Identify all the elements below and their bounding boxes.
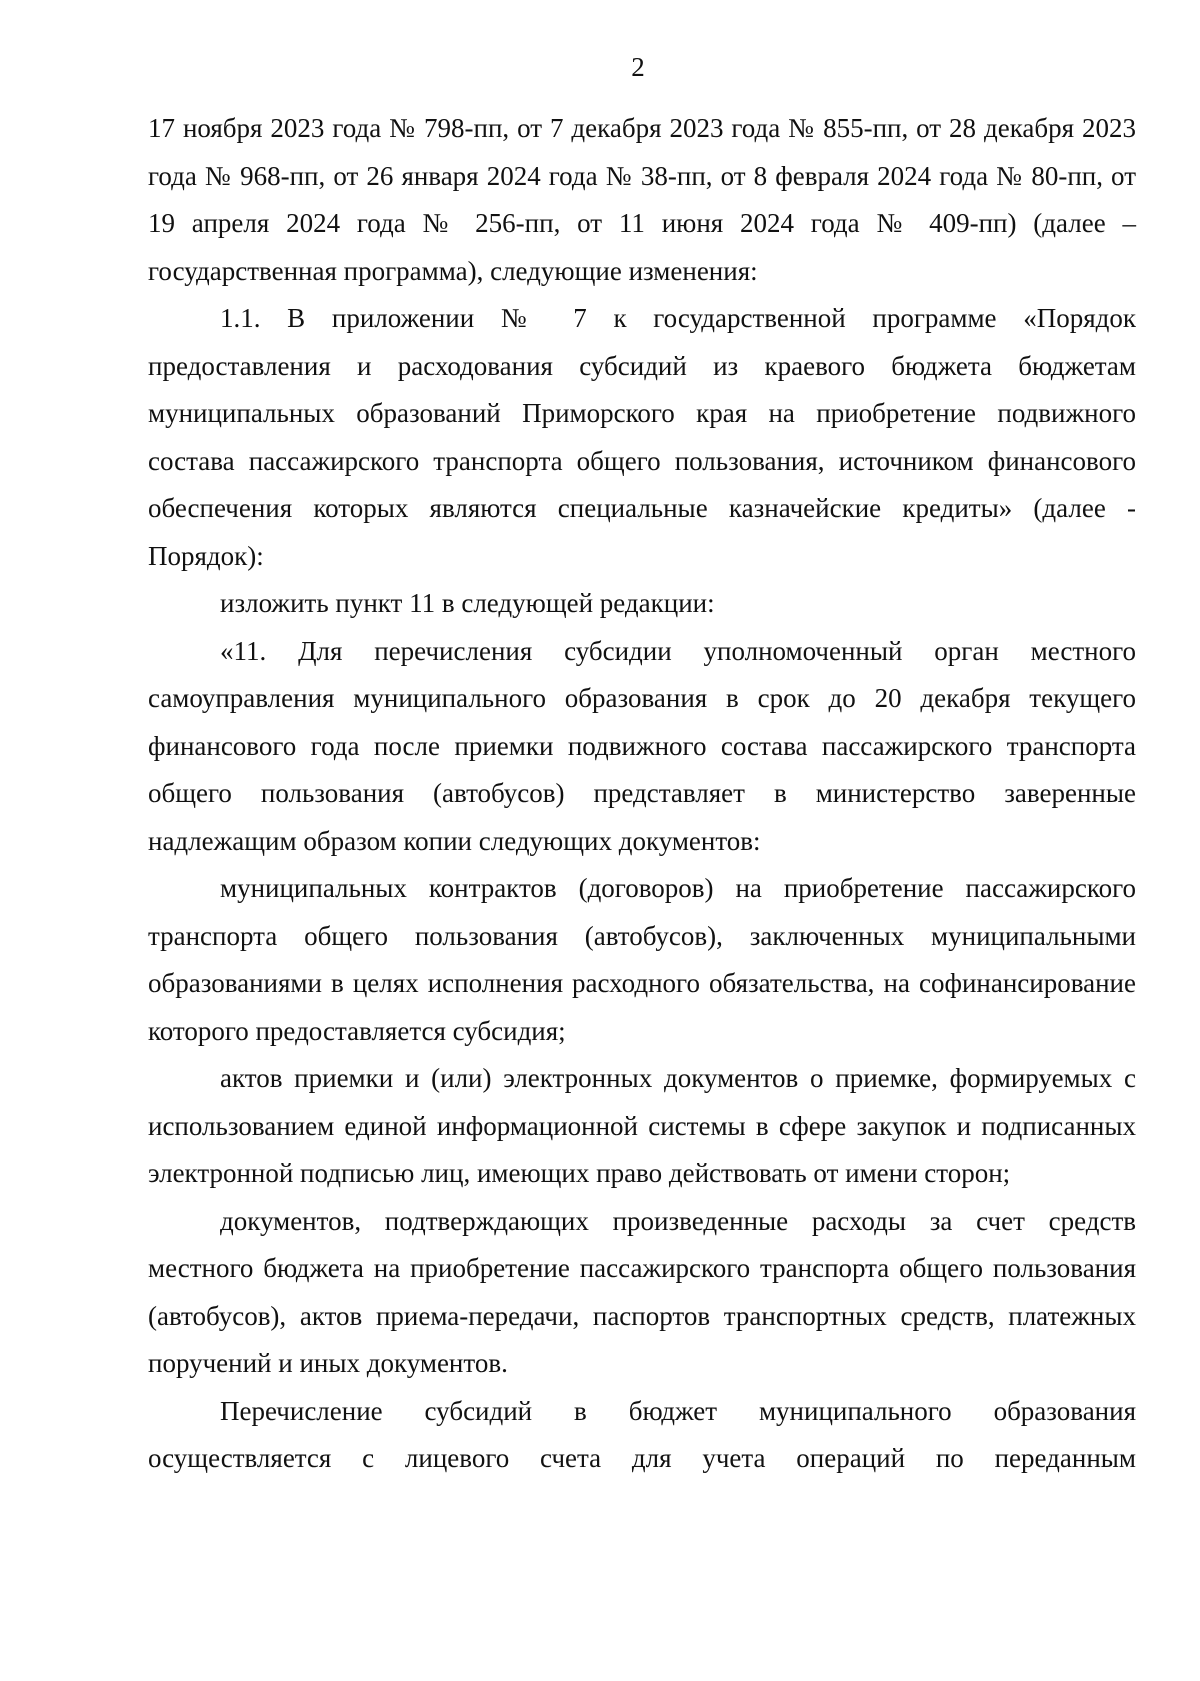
paragraph-expense-documents: документов, подтверждающих произведенные расходы за счет средств местного бюджета на приобретение пассажирского транспорта общего пользования (автобусов), актов приема-передачи, паспортов транспортных средств, платежных поручений и иных документов.: [148, 1205, 1136, 1378]
paragraph-item-11: «11. Для перечисления субсидии уполномоченный орган местного самоуправления муниципального образования в срок до 20 декабря текущего финансового года после приемки подвижного состава пассажирского транспорта общего пользования (автобусов) представляет в министерство заверенные надлежащим образом копии следующих документов:: [148, 635, 1136, 856]
document-body: [148, 105, 1136, 1483]
paragraph-1-1: 1.1. В приложении № 7 к государственной программе «Порядок предоставления и расходования субсидий из краевого бюджета бюджетам муниципальных образований Приморского края на приобретение подвижного состава пассажирского транспорта общего пользования, источником финансового обеспечения которых являются специальные казначейские кредиты» (далее - Порядок):: [148, 303, 1136, 571]
page-number: 2: [631, 52, 645, 82]
paragraph-continuation: 17 ноября 2023 года № 798-пп, от 7 декабря 2023 года № 855-пп, от 28 декабря 2023 года № 968-пп, от 26 января 2024 года № 38-пп, от 8 февраля 2024 года № 80-пп, от 19 апреля 2024 года № 256-пп, от 11 июня 2024 года № 409-пп) (далее – государственная программа), следующие изменения:: [148, 113, 1136, 286]
paragraph-acceptance-acts: актов приемки и (или) электронных документов о приемке, формируемых с использованием единой информационной системы в сфере закупок и подписанных электронной подписью лиц, имеющих право действовать от имени сторон;: [148, 1063, 1136, 1188]
paragraph-transfer: Перечисление субсидий в бюджет муниципального образования осуществляется с лицевого счета для учета операций по переданным: [148, 1395, 1136, 1473]
paragraph-contracts: муниципальных контрактов (договоров) на приобретение пассажирского транспорта общего пользования (автобусов), заключенных муниципальными образованиями в целях исполнения расходного обязательства, на софинансирование которого предоставляется субсидия;: [148, 873, 1136, 1046]
paragraph-instruction: изложить пункт 11 в следующей редакции:: [220, 588, 715, 618]
